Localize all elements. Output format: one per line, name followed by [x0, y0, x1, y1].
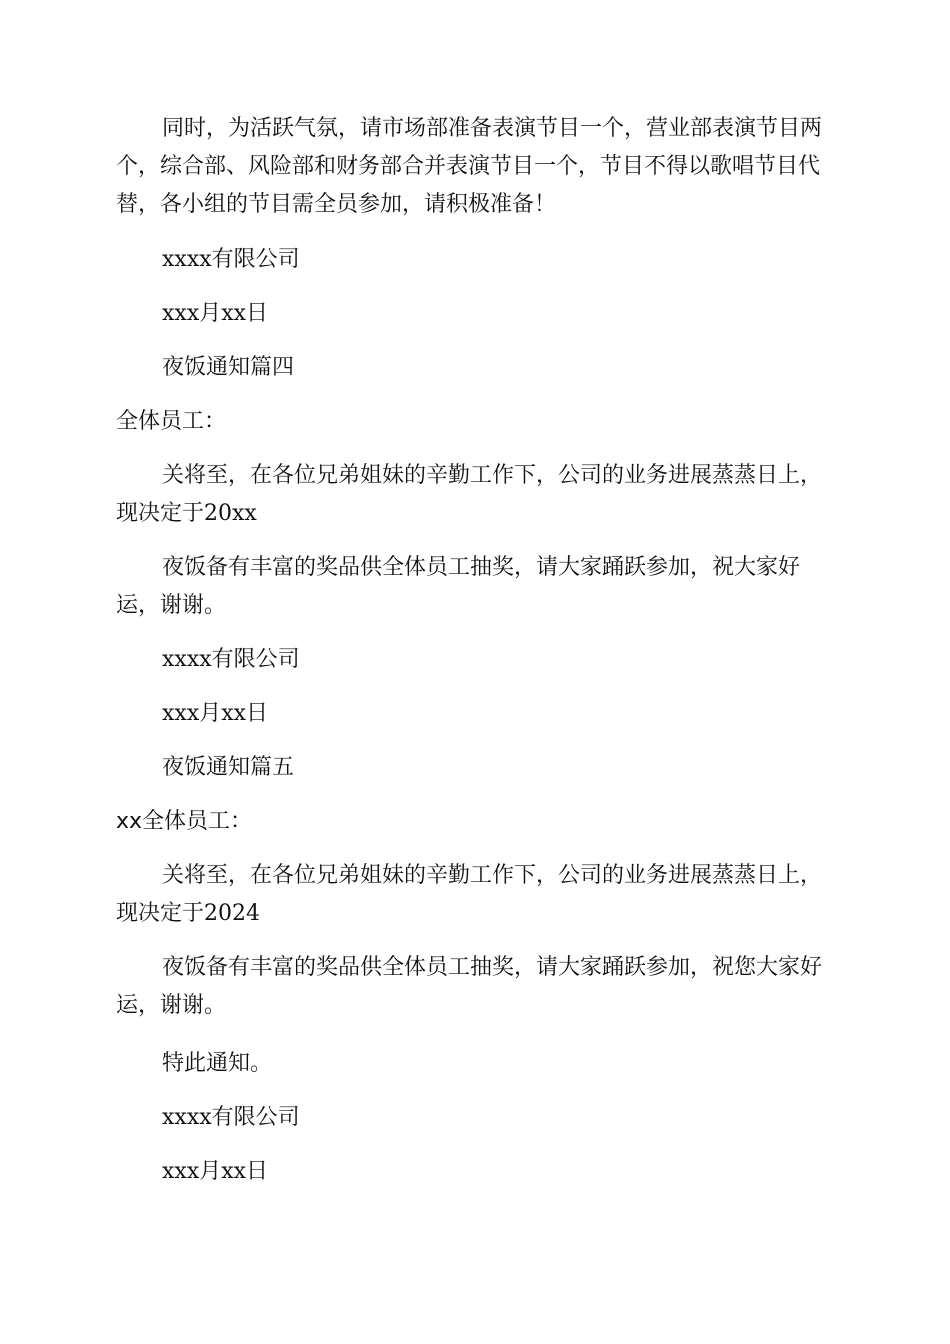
- company-signature-1: xxxx有限公司: [162, 247, 300, 272]
- date-line-3: xxx月xx日: [162, 1159, 269, 1184]
- paragraph-program-arrangement: 同时，为活跃气氛，请市场部准备表演节目一个，营业部表演节目两个，综合部、风险部和财务部合并表演节目一个，节目不得以歌唱节目代替，各小组的节目需全员参加，请积极准备！: [116, 116, 823, 217]
- section-heading-four: 夜饭通知篇四: [162, 355, 295, 380]
- company-signature-3: xxxx有限公司: [162, 1105, 300, 1130]
- salutation-all-staff-2: xx全体员工：: [116, 809, 253, 834]
- notice-closing: 特此通知。: [162, 1051, 273, 1076]
- section-heading-five: 夜饭通知篇五: [162, 755, 295, 780]
- paragraph-prize-draw-1: 夜饭备有丰富的奖品供全体员工抽奖，请大家踊跃参加，祝大家好运，谢谢。: [116, 555, 801, 618]
- date-line-2: xxx月xx日: [162, 701, 269, 726]
- date-line-1: xxx月xx日: [162, 301, 269, 326]
- paragraph-notice-intro-1: 关将至，在各位兄弟姐妹的辛勤工作下，公司的业务进展蒸蒸日上，现决定于20xx: [116, 463, 823, 526]
- company-signature-2: xxxx有限公司: [162, 647, 300, 672]
- paragraph-prize-draw-2: 夜饭备有丰富的奖品供全体员工抽奖，请大家踊跃参加，祝您大家好运，谢谢。: [116, 955, 823, 1018]
- paragraph-notice-intro-2: 关将至，在各位兄弟姐妹的辛勤工作下，公司的业务进展蒸蒸日上，现决定于2024: [116, 863, 823, 926]
- salutation-all-staff-1: 全体员工：: [116, 409, 227, 434]
